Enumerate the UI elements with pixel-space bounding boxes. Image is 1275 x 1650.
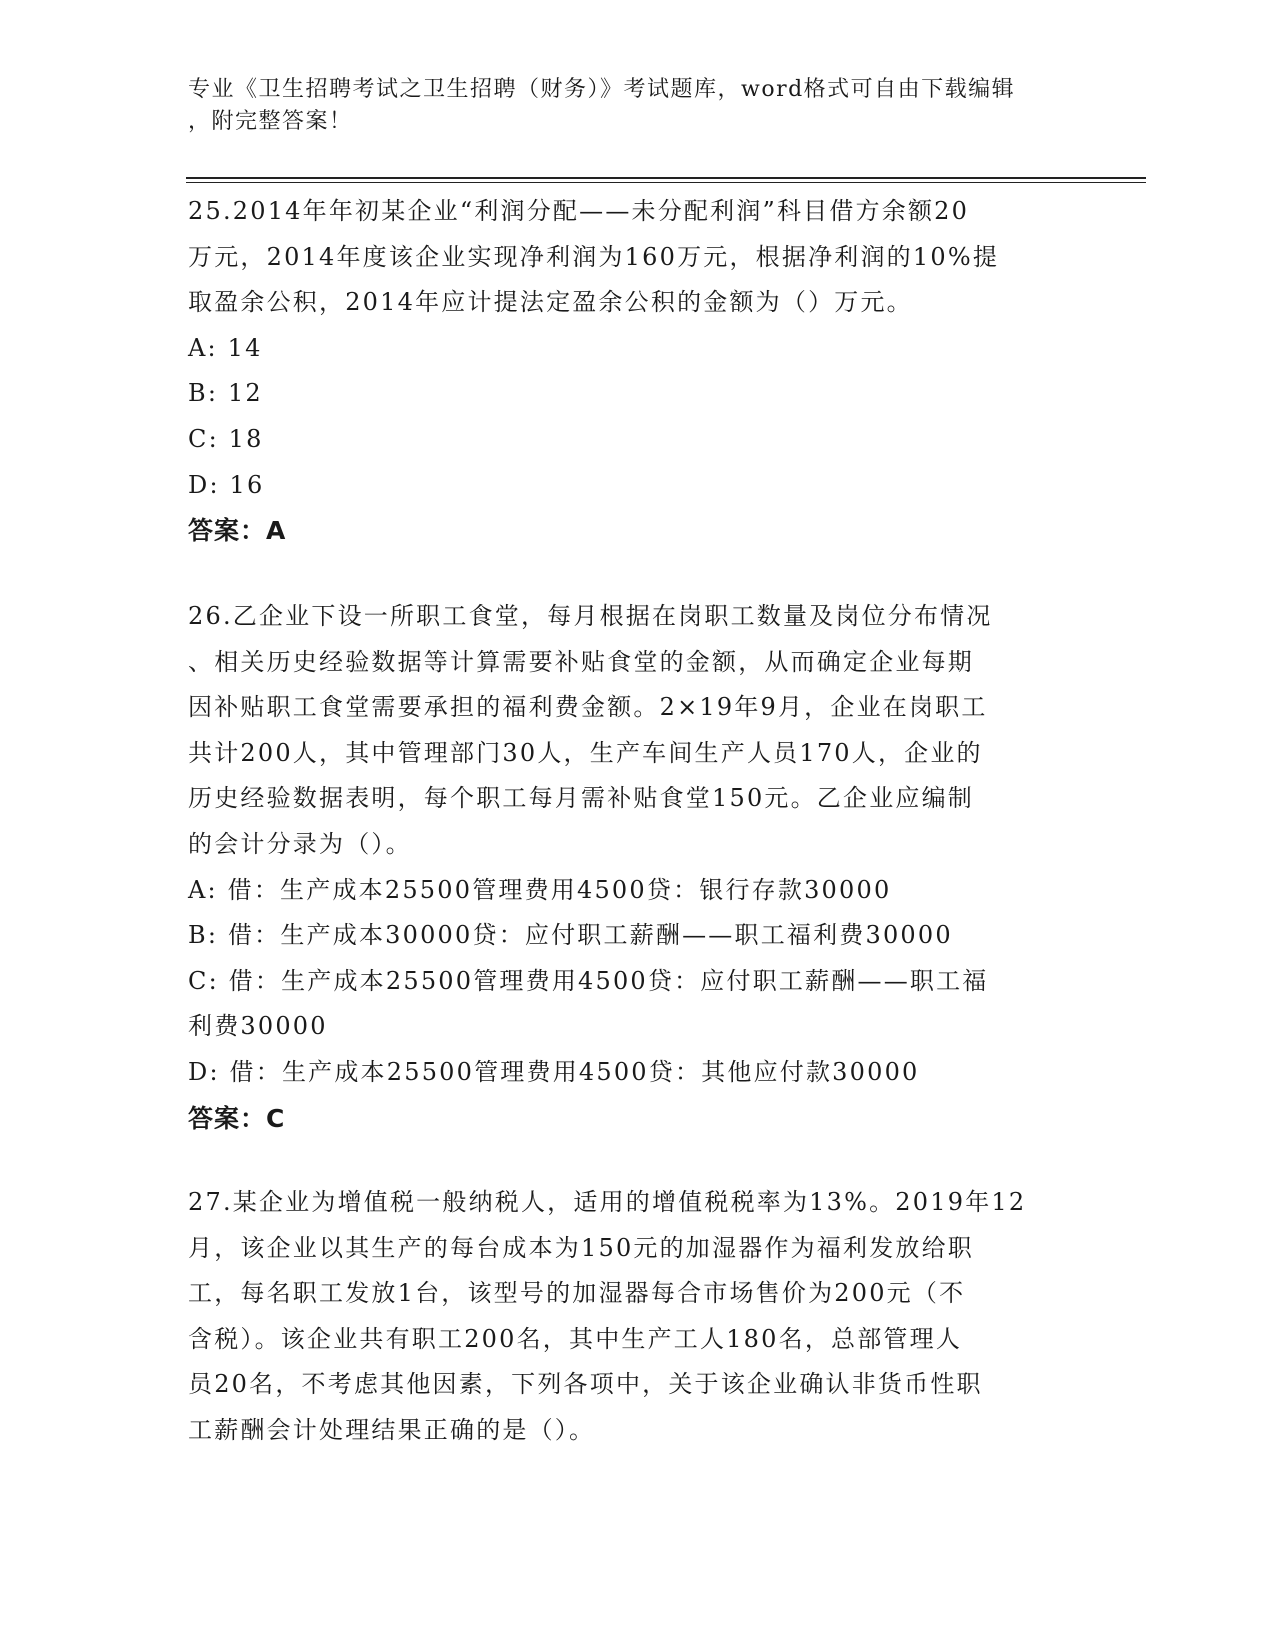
question-stem-line: 万元，2014年度该企业实现净利润为160万元，根据净利润的10%提 (188, 242, 1000, 271)
option-c: C: 借：生产成本25500管理费用4500贷：应付职工薪酬——职工福 (188, 966, 989, 995)
question-stem-line: 25.2014年年初某企业“利润分配——未分配利润”科目借方余额20 (188, 197, 970, 225)
question-25 (188, 189, 1068, 554)
header-line-2: ，附完整答案！ (188, 109, 353, 134)
question-stem-line: 工，每名职工发放1台，该型号的加湿器每合市场售价为200元（不 (188, 1279, 966, 1308)
option-b: B: 12 (188, 379, 263, 408)
header-line-1: 专业《卫生招聘考试之卫生招聘（财务）》考试题库，word格式可自由下载编辑 (188, 77, 1016, 102)
question-stem-line: 月，该企业以其生产的每台成本为150元的加湿器作为福利发放给职 (188, 1233, 975, 1262)
question-stem-line: 27.某企业为增值税一般纳税人，适用的增值税税率为13%。2019年12 (188, 1188, 1027, 1216)
answer-label: 答案：A (188, 516, 287, 546)
question-stem-line: 共计200人，其中管理部门30人，生产车间生产人员170人，企业的 (188, 738, 983, 767)
question-26 (188, 594, 1068, 1141)
question-stem-line: 历史经验数据表明，每个职工每月需补贴食堂150元。乙企业应编制 (188, 784, 975, 813)
header-divider-thick (186, 177, 1146, 179)
question-stem-line: 含税）。该企业共有职工200名，其中生产工人180名，总部管理人 (188, 1324, 963, 1353)
question-stem-line: 工薪酬会计处理结果正确的是（）。 (188, 1415, 596, 1444)
document-header (188, 74, 1068, 138)
question-27 (188, 1180, 1068, 1454)
option-c-continued: 利费30000 (188, 1012, 328, 1041)
question-stem-line: 员20名，不考虑其他因素，下列各项中，关于该企业确认非货币性职 (188, 1370, 983, 1399)
option-d: D: 借：生产成本25500管理费用4500贷：其他应付款30000 (188, 1057, 920, 1086)
question-stem-line: 的会计分录为（）。 (188, 829, 412, 858)
question-stem-line: 取盈余公积，2014年应计提法定盈余公积的金额为（）万元。 (188, 288, 913, 317)
question-stem-line: 、相关历史经验数据等计算需要补贴食堂的金额，从而确定企业每期 (188, 647, 974, 676)
option-c: C: 18 (188, 424, 264, 453)
option-a: A: 借：生产成本25500管理费用4500贷：银行存款30000 (188, 875, 892, 904)
header-divider-thin (186, 182, 1146, 183)
question-stem-line: 因补贴职工食堂需要承担的福利费金额。2×19年9月，企业在岗职工 (188, 693, 988, 722)
option-d: D: 16 (188, 470, 265, 499)
option-b: B: 借：生产成本30000贷：应付职工薪酬——职工福利费30000 (188, 921, 953, 950)
question-stem-line: 26.乙企业下设一所职工食堂，每月根据在岗职工数量及岗位分布情况 (188, 602, 993, 630)
option-a: A: 14 (188, 333, 263, 362)
answer-label: 答案：C (188, 1103, 286, 1133)
